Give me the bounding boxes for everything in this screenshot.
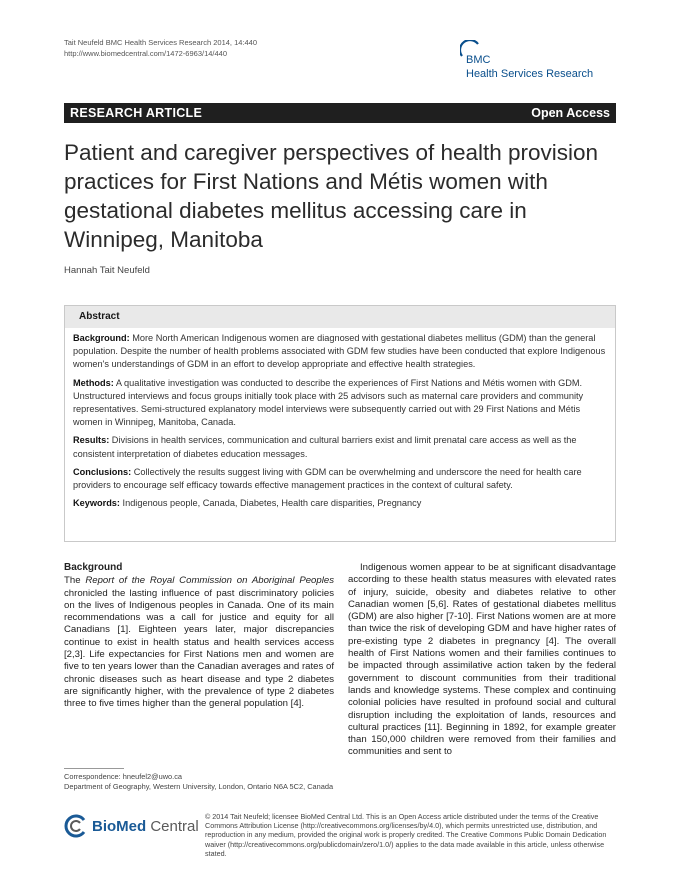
abstract-label: Background: xyxy=(73,333,130,343)
body-column-right xyxy=(348,562,616,759)
wordmark-bio: BioMed xyxy=(92,818,147,835)
journal-name: Health Services Research xyxy=(466,68,594,80)
article-title: Patient and caregiver perspectives of health provision practices for First Nations and Métis women with gestational diabetes mellitus accessing care in Winnipeg, Manitoba xyxy=(64,140,599,252)
abstract-background xyxy=(73,332,607,372)
abstract-box xyxy=(64,305,616,542)
abstract-text: Collectively the results suggest living with GDM can be overwhelming and underscore the need for health care providers to encourage self efficacy towards effective management practices in the context of cultural safety. xyxy=(73,466,582,491)
abstract-results xyxy=(73,434,607,460)
abstract-label: Keywords: xyxy=(73,498,120,509)
section-heading-background: Background xyxy=(64,562,123,573)
license-statement: © 2014 Tait Neufeld; licensee BioMed Central Ltd. This is an Open Access article distributed under the terms of the Creative Commons Attribution License (http://creativecommons.org/licenses/by/4.0), which permits unrestricted use, distribution, and reproduction in any medium, provided the original work is properly credited. The Creative Commons Public Domain Dedication waiver (http://creativecommons.org/publicdomain/zero/1.0/) applies to the data made available in this article, unless otherwise stated. xyxy=(205,812,607,858)
article-type: RESEARCH ARTICLE xyxy=(70,106,203,120)
abstract-keywords xyxy=(73,497,607,510)
body-text: The xyxy=(64,575,86,587)
wordmark-central: Central xyxy=(146,818,199,835)
abstract-label: Conclusions: xyxy=(73,466,132,477)
open-access-label: Open Access xyxy=(531,106,610,120)
correspondence-email[interactable]: Correspondence: hneufel2@uwo.ca xyxy=(64,772,183,781)
correspondence-footnote xyxy=(64,772,334,791)
biomed-central-swirl-icon xyxy=(64,814,88,838)
abstract-text: A qualitative investigation was conducted to describe the experiences of First Nations and Métis women with GDM. Unstructured interviews and focus groups initially took place with 25 advisors such as maternal care providers and community representatives. Semi-structured explanatory model interviews were subsequently carried out with 29 First Nations and Métis women in Winnipeg, Manitoba, Canada. xyxy=(73,377,584,428)
biomed-central-wordmark xyxy=(92,818,199,835)
abstract-methods xyxy=(73,377,607,430)
article-author: Hannah Tait Neufeld xyxy=(64,265,150,276)
body-paragraph: Indigenous women appear to be at significant disadvantage according to these health status measures with elevated rates of injury, suicide, obesity and diabetes relative to other Canadian women [5,6]. Rates of gestational diabetes mellitus (GDM) are also higher [7-10]. First Nations women are at more than twice the risk of developing GDM and have higher rates of pre-existing type 2 diabetes in pregnancy [4]. The overall health of First Nations women and their families continues to be impacted through assimilative action taken by the federal government to discount communities from their traditional lands and knowledge systems. These complex and continuing colonial policies have resulted in profound social and cultural disruption including the exploitation of lands, resources and cultural practices [11]. Beginning in 1892, for example greater than 150,000 children were removed from their families and communities and sent to xyxy=(348,562,616,758)
abstract-conclusions xyxy=(73,466,607,492)
abstract-header xyxy=(65,306,615,328)
abstract-text: Divisions in health services, communication and cultural barriers exist and limit prenatal care access as well as the consistent interpretation of diabetes education messages. xyxy=(73,435,577,459)
bmc-journal-logo[interactable] xyxy=(460,40,620,86)
body-paragraph xyxy=(64,575,334,710)
citation-line-1: Tait Neufeld BMC Health Services Research 2014, 14:440 xyxy=(64,38,258,47)
article-banner xyxy=(64,103,616,123)
body-column-left xyxy=(64,562,334,711)
abstract-text: More North American Indigenous women are diagnosed with gestational diabetes mellitus (GDM) than the general population. Despite the number of health problems associated with GDM few studies have been conducted that explore Indigenous women's understandings of GDM in an effort to develop appropriate and effective health strategies. xyxy=(73,333,606,370)
author-affiliation: Department of Geography, Western University, London, Ontario N6A 5C2, Canada xyxy=(64,781,334,791)
abstract-text: Indigenous people, Canada, Diabetes, Health care disparities, Pregnancy xyxy=(119,498,422,509)
header-citation xyxy=(64,38,257,59)
abstract-heading: Abstract xyxy=(79,311,120,322)
footnote-divider xyxy=(64,768,124,769)
report-title: Report of the Royal Commission on Aboriginal Peoples xyxy=(85,575,334,587)
citation-line-2[interactable]: http://www.biomedcentral.com/1472-6963/14/440 xyxy=(64,48,228,58)
abstract-label: Results: xyxy=(73,435,110,446)
abstract-body xyxy=(73,332,607,515)
abstract-label: Methods: xyxy=(73,377,114,388)
body-text: chronicled the lasting influence of past discriminatory policies on the lives of Indigenous peoples in Canada. One of its main recommendations was a call for justice and equity for all Canadians [1]. Eighteen years later, major discrepancies continue to exist in health status and health services access [2,3]. Life expectancies for First Nations men and women are five to ten years lower than the Canadian averages and rates of chronic diseases such as heart disease and type 2 diabetes are significantly higher, with the prevalence of type 2 diabetes three to five times higher than the general population [4]. xyxy=(64,587,334,710)
biomed-central-logo[interactable] xyxy=(64,814,204,840)
publisher-name: BMC xyxy=(466,54,491,66)
